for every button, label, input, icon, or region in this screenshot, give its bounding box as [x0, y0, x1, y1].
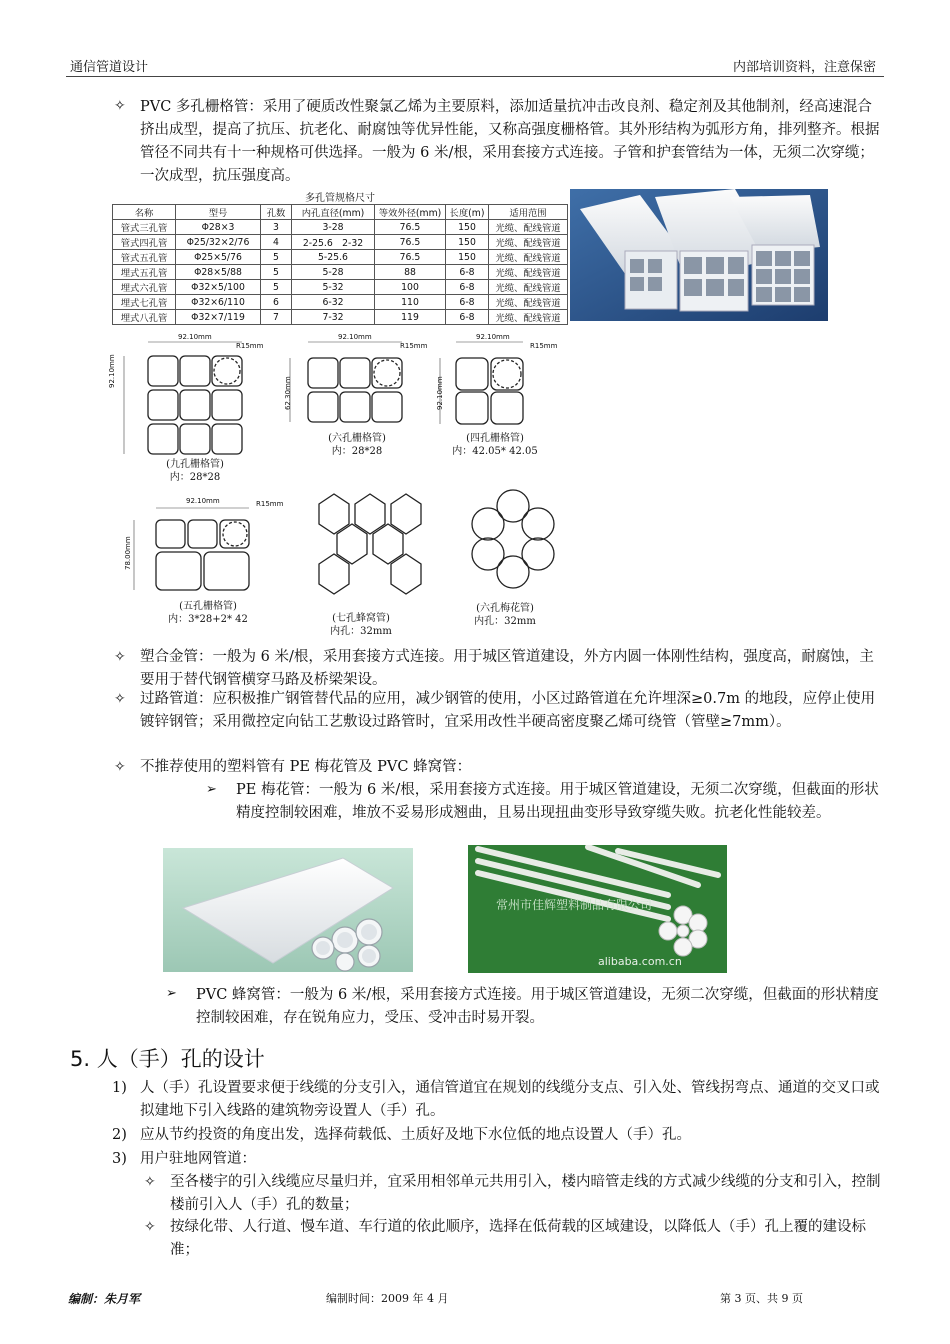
label-honeycomb: (七孔蜂窝管) 内孔：32mm — [330, 613, 392, 637]
pe-plum-pipe-photo — [163, 848, 413, 972]
table-cell: Φ25/32×2/76 — [176, 235, 261, 250]
footer-page: 第 3 页、共 9 页 — [720, 1292, 803, 1305]
dim-height-9: 92.10mm — [108, 354, 116, 388]
header-title: 通信管道设计 — [70, 60, 149, 75]
dim-radius-9: R15mm — [236, 342, 264, 350]
table-header-cell: 适用范围 — [489, 205, 568, 220]
bullet-diamond: ✧ — [144, 1174, 156, 1190]
table-cell: 3 — [261, 220, 292, 235]
table-cell: Φ32×6/110 — [176, 295, 261, 310]
table-cell: 管式四孔管 — [113, 235, 176, 250]
cross-section-diagrams — [110, 328, 570, 640]
bullet-diamond: ✧ — [114, 649, 126, 665]
table-cell: 119 — [375, 310, 446, 325]
footer-author: 编制：朱月军 — [68, 1292, 141, 1306]
table-cell: 76.5 — [375, 250, 446, 265]
table-cell: 6-8 — [446, 280, 489, 295]
table-cell: 4 — [261, 235, 292, 250]
table-cell: 光缆、配线管道 — [489, 280, 568, 295]
table-row — [113, 250, 568, 265]
dim-radius-6: R15mm — [400, 342, 428, 350]
table-cell: 6-8 — [446, 265, 489, 280]
section5-sub-2: 按绿化带、人行道、慢车道、车行道的依此顺序，选择在低荷载的区域建设，以降低人（手）孔上覆的建设标准； — [170, 1219, 866, 1258]
dim-radius-5: R15mm — [256, 500, 284, 508]
table-cell: 光缆、配线管道 — [489, 310, 568, 325]
table-cell: 5-28 — [292, 265, 375, 280]
pvc-grid-paragraph: PVC 多孔栅格管：采用了硬质改性聚氯乙烯为主要原料，添加适量抗冲击改良剂、稳定剂及其他制剂，经高速混合挤出成型，提高了抗压、抗老化、耐腐蚀等优异性能，又称高强度栅格管。其外形结构为弧形方角，排列整齐。根据管径不同共有十一种规格可供选择。一般为 6 米/根，采用套接方式连接。子管和护套管结为一体，无须二次穿缆；一次成型，抗压强度高。 — [140, 99, 880, 184]
table-cell: 76.5 — [375, 220, 446, 235]
table-cell: 6 — [261, 295, 292, 310]
pvc-honeycomb-paragraph: PVC 蜂窝管：一般为 6 米/根，采用套接方式连接。用于城区管道建设，无须二次穿缆，但截面的形状精度控制较困难，存在锐角应力，受压、受冲击时易开裂。 — [196, 987, 879, 1026]
table-cell: 光缆、配线管道 — [489, 235, 568, 250]
bullet-arrow: ➢ — [206, 782, 217, 797]
spec-table — [112, 189, 568, 325]
dim-width-5: 92.10mm — [186, 497, 220, 505]
table-cell: 埋式五孔管 — [113, 265, 176, 280]
dim-width-9: 92.10mm — [178, 333, 212, 341]
list-number: 2) — [112, 1127, 127, 1143]
label-plum: (六孔梅花管) 内孔：32mm — [474, 603, 536, 627]
photo-watermark-site: alibaba.com.cn — [598, 955, 682, 968]
spec-table-header — [113, 205, 568, 220]
table-cell: Φ28×3 — [176, 220, 261, 235]
table-cell: 6-8 — [446, 295, 489, 310]
label-six-hole: (六孔栅格管) 内：28*28 — [328, 433, 386, 457]
label-five-hole: (五孔栅格管) 内：3*28+2* 42 — [168, 601, 248, 625]
table-cell: Φ25×5/76 — [176, 250, 261, 265]
section5-item-2: 应从节约投资的角度出发，选择荷载低、土质好及地下水位低的地点设置人（手）孔。 — [140, 1127, 691, 1143]
table-row — [113, 295, 568, 310]
grid-pipe-photo — [570, 189, 828, 321]
table-cell: Φ28×5/88 — [176, 265, 261, 280]
table-cell: 光缆、配线管道 — [489, 220, 568, 235]
table-row — [113, 235, 568, 250]
table-cell: 110 — [375, 295, 446, 310]
spec-table-caption: 多孔管规格尺寸 — [305, 193, 375, 204]
table-cell: 5 — [261, 250, 292, 265]
dim-width-6: 92.10mm — [338, 333, 372, 341]
plastic-alloy-paragraph: 塑合金管：一般为 6 米/根，采用套接方式连接。用于城区管道建设，外方内圆一体刚性结构，强度高，耐腐蚀，主要用于替代钢管横穿马路及桥梁架设。 — [140, 649, 874, 688]
table-header-cell: 等效外径(mm) — [375, 205, 446, 220]
table-cell: 光缆、配线管道 — [489, 295, 568, 310]
header-confidential: 内部培训资料，注意保密 — [732, 60, 876, 75]
label-four-hole: (四孔栅格管) 内：42.05* 42.05 — [452, 433, 538, 457]
table-cell: Φ32×5/100 — [176, 280, 261, 295]
table-cell: 5 — [261, 265, 292, 280]
section5-item-3: 用户驻地网管道： — [140, 1151, 256, 1167]
table-cell: 76.5 — [375, 235, 446, 250]
table-cell: 埋式六孔管 — [113, 280, 176, 295]
photo-watermark-cn: 常州市佳辉塑料制品有限公司 — [496, 898, 653, 912]
table-cell: 埋式七孔管 — [113, 295, 176, 310]
dim-height-6: 62.30mm — [284, 376, 292, 410]
dim-radius-4: R15mm — [530, 342, 558, 350]
table-cell: 管式三孔管 — [113, 220, 176, 235]
table-header-cell: 名称 — [113, 205, 176, 220]
page-header — [66, 52, 884, 77]
section-5-heading: 5. 人（手）孔的设计 — [70, 1047, 265, 1071]
pvc-plum-pipe-photo — [468, 845, 727, 973]
table-header-cell: 内孔直径(mm) — [292, 205, 375, 220]
table-cell: 5-32 — [292, 280, 375, 295]
bullet-diamond: ✧ — [114, 759, 126, 775]
footer-date: 编制时间：2009 年 4 月 — [326, 1292, 449, 1305]
table-cell: 7-32 — [292, 310, 375, 325]
table-cell: 埋式八孔管 — [113, 310, 176, 325]
table-cell: 6-8 — [446, 310, 489, 325]
section5-item-1: 人（手）孔设置要求便于线缆的分支引入，通信管道宜在规划的线缆分支点、引入处、管线拐弯点、通道的交叉口或拟建地下引入线路的建筑物旁设置人（手）孔。 — [140, 1080, 880, 1119]
bullet-arrow: ➢ — [166, 986, 177, 1001]
table-cell: Φ32×7/119 — [176, 310, 261, 325]
section5-sub-1: 至各楼宇的引入线缆应尽量归并，宜采用相邻单元共用引入，楼内暗管走线的方式减少线缆的分支和引入，控制楼前引入人（手）孔的数量； — [170, 1174, 881, 1213]
table-row — [113, 310, 568, 325]
table-cell: 3-28 — [292, 220, 375, 235]
table-cell: 150 — [446, 235, 489, 250]
label-nine-hole: (九孔栅格管) 内：28*28 — [166, 459, 224, 483]
dim-height-5: 78.00mm — [124, 536, 132, 570]
table-cell: 6-32 — [292, 295, 375, 310]
dim-width-4: 92.10mm — [476, 333, 510, 341]
table-cell: 7 — [261, 310, 292, 325]
table-cell: 150 — [446, 220, 489, 235]
bullet-diamond: ✧ — [144, 1219, 156, 1235]
dim-height-4: 92.10mm — [436, 376, 444, 410]
not-recommended-paragraph: 不推荐使用的塑料管有 PE 梅花管及 PVC 蜂窝管： — [140, 759, 472, 775]
table-header-cell: 孔数 — [261, 205, 292, 220]
table-header-cell: 长度(m) — [446, 205, 489, 220]
bullet-diamond: ✧ — [114, 691, 126, 707]
table-cell: 光缆、配线管道 — [489, 250, 568, 265]
table-cell: 管式五孔管 — [113, 250, 176, 265]
pe-plum-paragraph: PE 梅花管：一般为 6 米/根，采用套接方式连接。用于城区管道建设，无须二次穿缆，但截面的形状精度控制较困难，堆放不妥易形成翘曲，且易出现扭曲变形导致穿缆失败。抗老化性能较差。 — [236, 782, 879, 821]
list-number: 1) — [112, 1080, 127, 1096]
table-cell: 光缆、配线管道 — [489, 265, 568, 280]
list-number: 3) — [112, 1151, 127, 1167]
table-row — [113, 280, 568, 295]
bullet-diamond: ✧ — [114, 98, 126, 114]
table-cell: 5 — [261, 280, 292, 295]
table-cell: 150 — [446, 250, 489, 265]
table-cell: 2-25.6 2-32 — [292, 235, 375, 250]
crossing-paragraph: 过路管道：应积极推广钢管替代品的应用，减少钢管的使用，小区过路管道在允许埋深≥0.7m 的地段，应停止使用镀锌钢管；采用微控定向钻工艺敷设过路管时，宜采用改性半硬高密度聚乙烯可绕管（管壁≥7mm）。 — [140, 691, 876, 730]
table-row — [113, 265, 568, 280]
table-cell: 88 — [375, 265, 446, 280]
table-header-cell: 型号 — [176, 205, 261, 220]
table-cell: 5-25.6 — [292, 250, 375, 265]
table-cell: 100 — [375, 280, 446, 295]
table-row — [113, 220, 568, 235]
